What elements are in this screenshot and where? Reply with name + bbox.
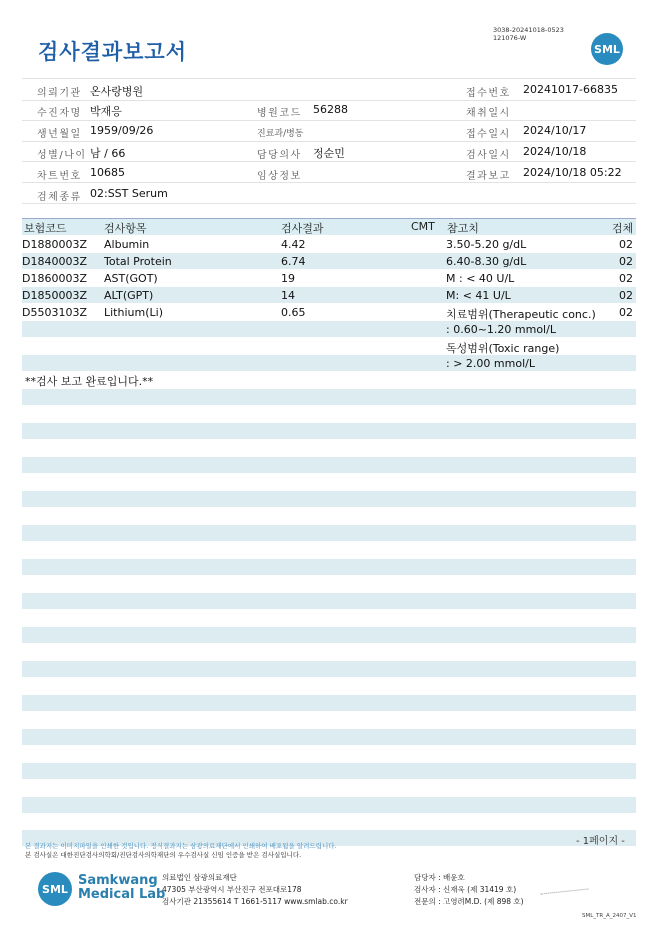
row-specimen: 02 — [619, 306, 633, 319]
col-header-specimen: 검체 — [612, 222, 634, 235]
birth-value: 1959/09/26 — [90, 124, 154, 137]
table-row — [22, 357, 636, 373]
table-row — [22, 289, 636, 305]
chart-no-value: 10685 — [90, 166, 125, 179]
row-stripe — [22, 525, 636, 541]
sml-footer-logo: SML — [38, 872, 72, 906]
table-row — [22, 238, 636, 254]
table-row — [22, 373, 636, 389]
row-item: Albumin — [104, 238, 150, 251]
sex-age-value: 남 / 66 — [90, 147, 126, 160]
row-specimen: 02 — [619, 238, 633, 251]
brand-name: Samkwang Medical Lab — [78, 873, 166, 902]
row-ref: 6.40-8.30 g/dL — [446, 255, 527, 268]
row-result: 14 — [281, 289, 295, 302]
completion-note: **검사 보고 완료입니다.** — [25, 375, 154, 388]
row-code: D1860003Z — [22, 272, 87, 285]
row-stripe — [22, 661, 636, 677]
row-code: D1880003Z — [22, 238, 87, 251]
row-code: D1840003Z — [22, 255, 87, 268]
specimen-label: 검체종류 — [37, 192, 82, 203]
row-specimen: 02 — [619, 272, 633, 285]
dept-label: 진료과/병동 — [257, 129, 304, 139]
table-row — [22, 255, 636, 271]
row-ref: 치료범위(Therapeutic conc.) — [446, 308, 596, 321]
doctor-value: 정순민 — [313, 147, 345, 160]
row-stripe — [22, 593, 636, 609]
receipt-date-label: 접수일시 — [466, 129, 511, 140]
row-stripe — [22, 491, 636, 507]
table-row — [22, 340, 636, 356]
row-specimen: 02 — [619, 255, 633, 268]
test-date-label: 검사일시 — [466, 150, 511, 161]
hospital-code-value: 56288 — [313, 103, 348, 116]
row-result: 0.65 — [281, 306, 306, 319]
page-number: - 1페이지 - — [576, 836, 625, 847]
row-stripe — [22, 389, 636, 405]
hospital-code-label: 병원코드 — [257, 108, 302, 119]
row-specimen: 02 — [619, 289, 633, 302]
row-item: ALT(GPT) — [104, 289, 154, 302]
row-result: 6.74 — [281, 255, 306, 268]
certification-notice: 본 검사실은 대한진단검사의학회/진단검사의학재단의 우수검사실 신임 인증을 받은 검사실입니다. — [25, 851, 302, 859]
report-date-value: 2024/10/18 05:22 — [523, 166, 622, 179]
table-row — [22, 272, 636, 288]
institution-address: 의료법인 삼광의료재단 47305 부산광역시 부산진구 전포대로178 검사기관 21355614 T 1661-5117 www.smlab.co.kr — [162, 873, 348, 906]
table-row — [22, 323, 636, 339]
row-stripe — [22, 457, 636, 473]
row-ref: : > 2.00 mmol/L — [446, 357, 535, 370]
col-header-ref: 참고치 — [447, 222, 479, 235]
doctor-label: 담당의사 — [257, 150, 302, 161]
row-code: D5503103Z — [22, 306, 87, 319]
specimen-value: 02:SST Serum — [90, 187, 168, 200]
collect-date-label: 채취일시 — [466, 108, 511, 119]
institution-label: 의뢰기관 — [37, 88, 82, 99]
page-title: 검사결과보고서 — [38, 40, 188, 64]
col-header-result: 검사결과 — [281, 222, 324, 235]
birth-label: 생년월일 — [37, 129, 82, 140]
print-notice: 본 결과지는 이미지파일을 인쇄한 것입니다. 정식결과지는 삼광의료재단에서 인쇄하여 배포됨을 알려드립니다. — [25, 842, 337, 850]
clinical-label: 임상정보 — [257, 171, 302, 182]
row-code: D1850003Z — [22, 289, 87, 302]
row-ref: 3.50-5.20 g/dL — [446, 238, 527, 251]
row-stripe — [22, 423, 636, 439]
table-row — [22, 306, 636, 322]
signature — [540, 878, 589, 895]
row-stripe — [22, 627, 636, 643]
row-ref: M: < 41 U/L — [446, 289, 511, 302]
row-stripe — [22, 729, 636, 745]
row-ref: : 0.60~1.20 mmol/L — [446, 323, 556, 336]
row-item: Lithium(Li) — [104, 306, 163, 319]
chart-no-label: 차트번호 — [37, 171, 82, 182]
row-stripe — [22, 695, 636, 711]
receipt-no-label: 접수번호 — [466, 88, 511, 99]
test-date-value: 2024/10/18 — [523, 145, 587, 158]
col-header-code: 보험코드 — [24, 222, 67, 235]
institution-value: 온사랑병원 — [90, 85, 144, 98]
sex-age-label: 성별/나이 — [37, 150, 87, 161]
row-ref: M : < 40 U/L — [446, 272, 515, 285]
name-value: 박재응 — [90, 105, 122, 118]
row-item: AST(GOT) — [104, 272, 158, 285]
row-result: 19 — [281, 272, 295, 285]
form-version: SML_TR_A_2407_V1 — [582, 913, 637, 919]
document-id: 3038-20241018-0523 121076-W — [493, 26, 564, 42]
receipt-no-value: 20241017-66835 — [523, 83, 618, 96]
col-header-cmt: CMT — [411, 220, 435, 233]
name-label: 수진자명 — [37, 108, 82, 119]
row-ref: 독성범위(Toxic range) — [446, 342, 560, 355]
report-date-label: 결과보고 — [466, 171, 511, 182]
staff-info: 담당자 : 배윤호 검사자 : 신재욱 (제 31419 호) 전문의 : 고영려M.D. (제 898 호) — [414, 873, 524, 906]
row-stripe — [22, 559, 636, 575]
col-header-item: 검사항목 — [104, 222, 147, 235]
row-stripe — [22, 797, 636, 813]
sml-logo: SML — [591, 33, 623, 65]
row-item: Total Protein — [104, 255, 172, 268]
row-stripe — [22, 763, 636, 779]
receipt-date-value: 2024/10/17 — [523, 124, 587, 137]
row-result: 4.42 — [281, 238, 306, 251]
